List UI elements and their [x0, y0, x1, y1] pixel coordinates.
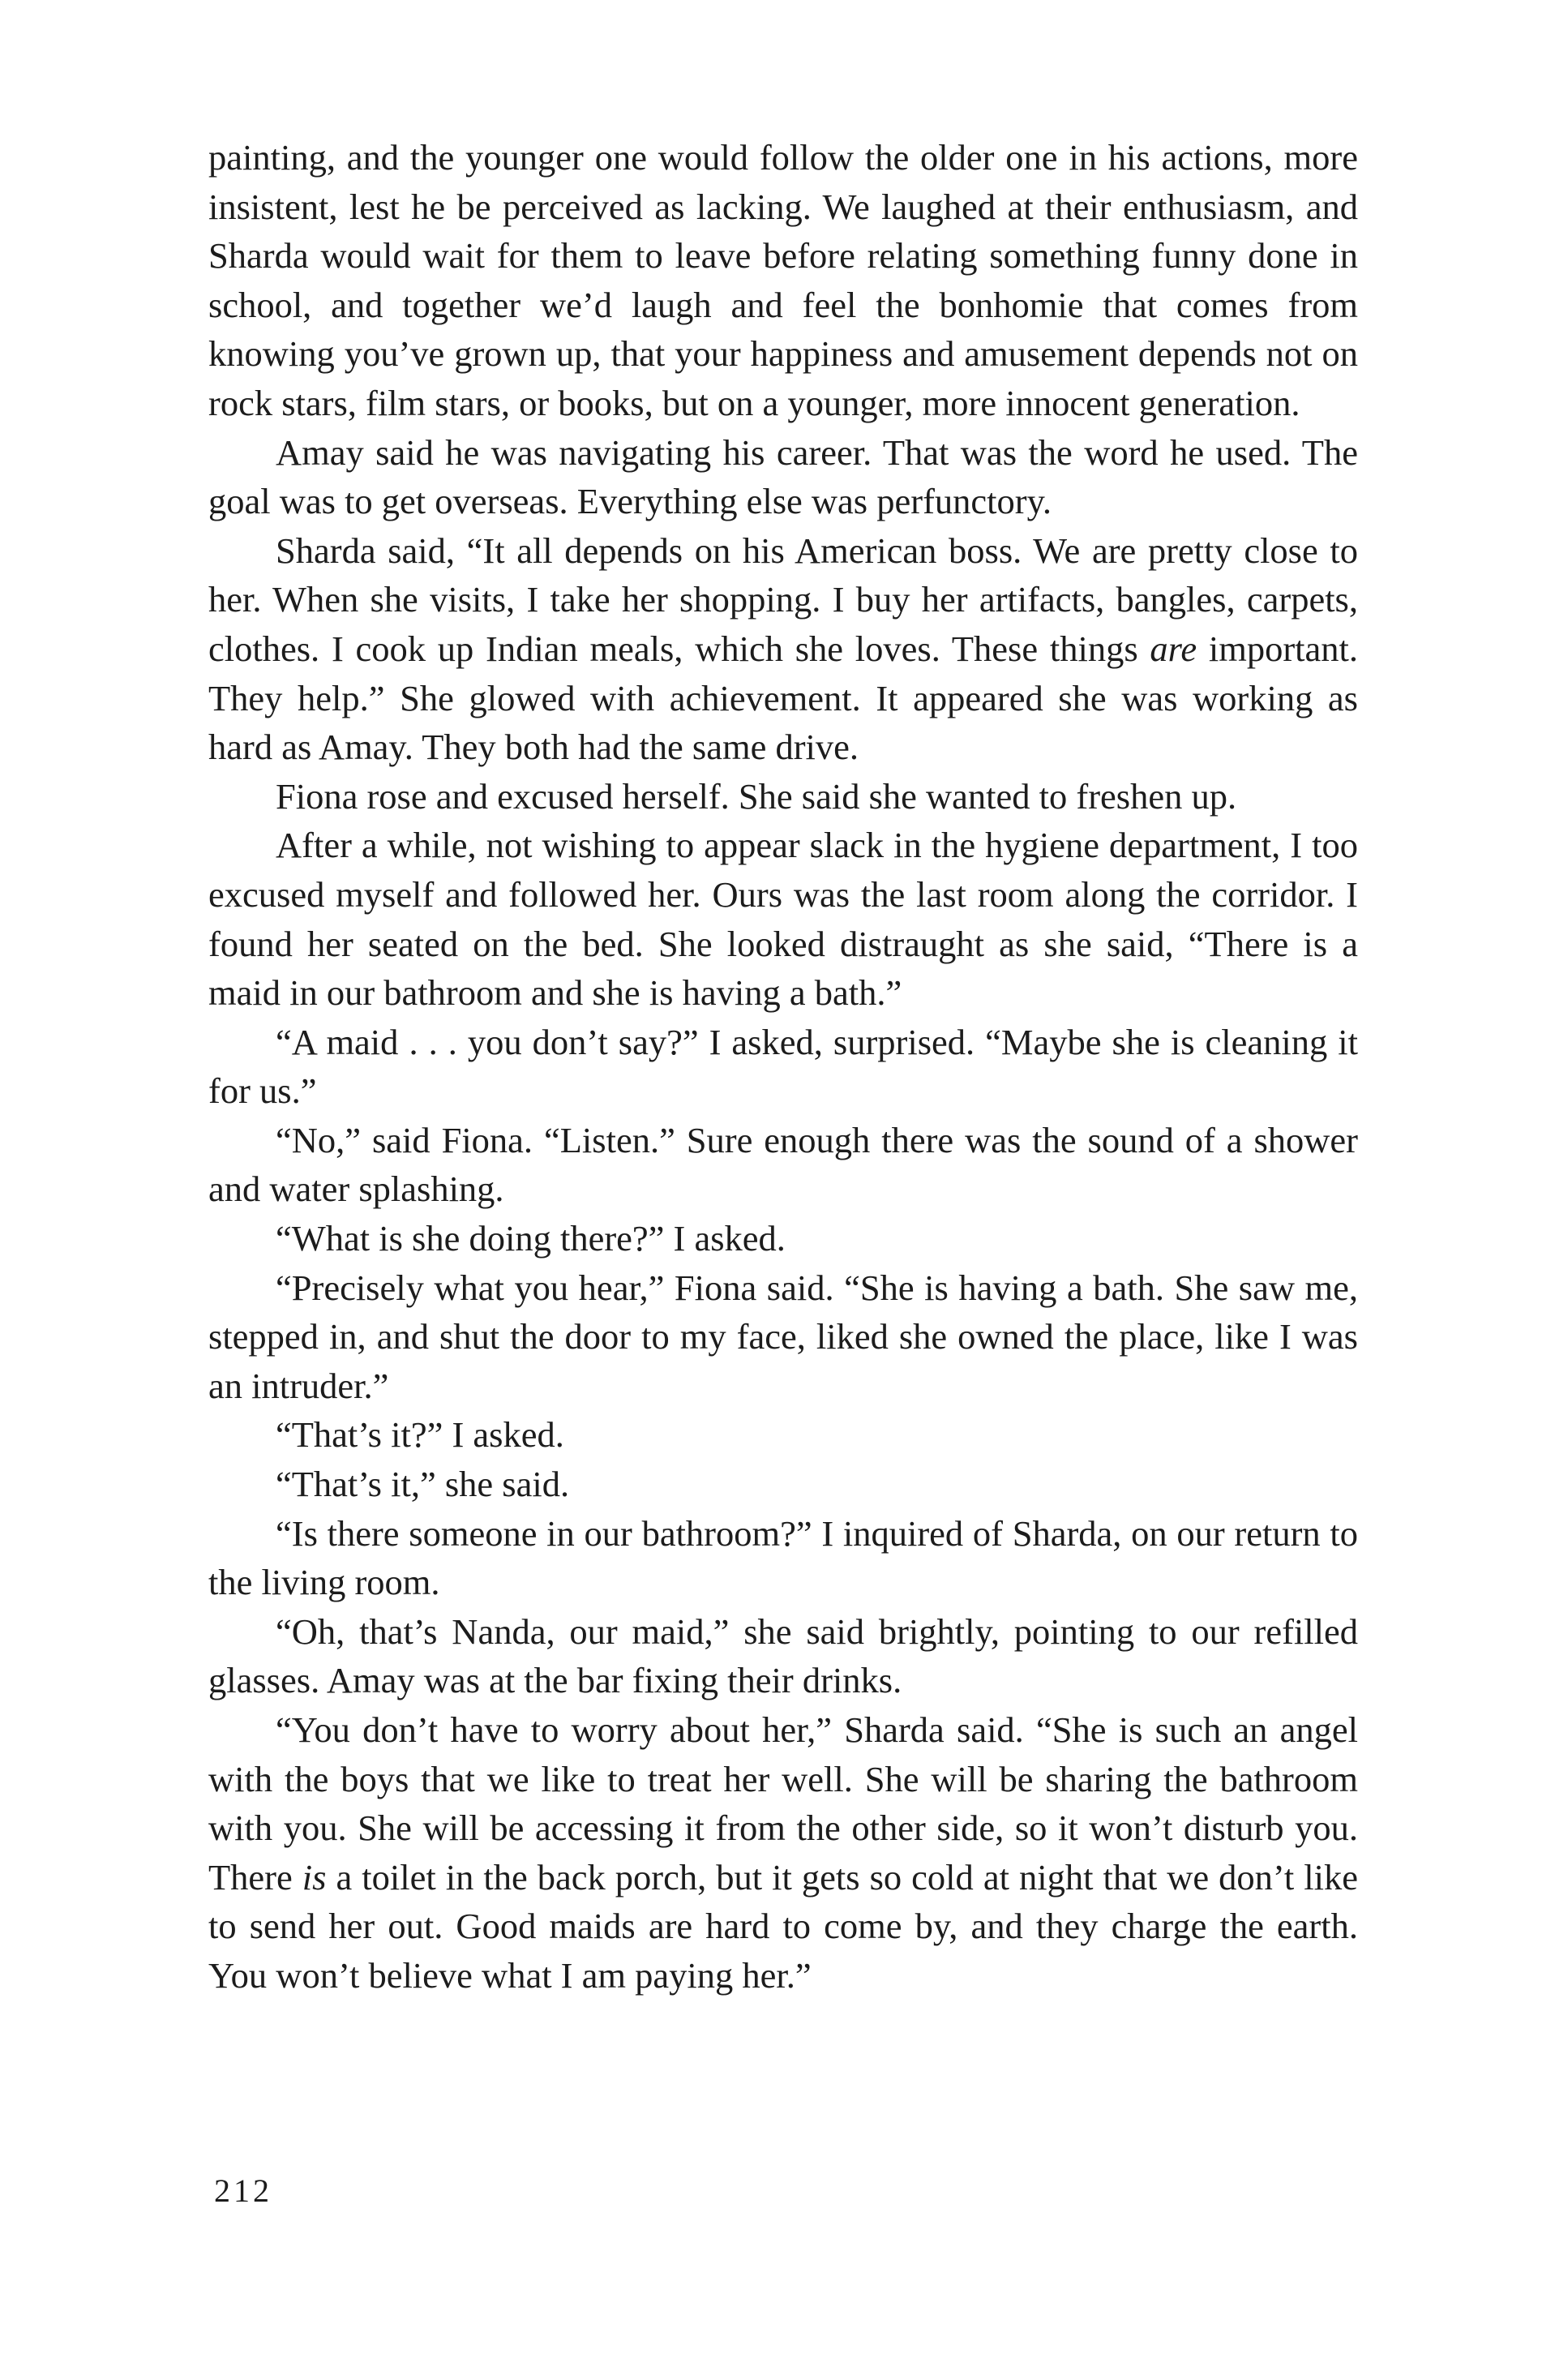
paragraph	[208, 1705, 1358, 2000]
paragraph: “That’s it?” I asked.	[276, 1414, 564, 1456]
paragraph: painting, and the younger one would follow the older one in his actions, more insistent, lest he be perceived as lacking. We laughed at their enthusiasm, and Sharda would wait for them to leave before relating something funny done in school, and together we’d laugh and feel the bonhomie that comes from knowing you’ve grown up, that your happiness and amusement depends not on rock stars, film stars, or books, but on a younger, more innocent generation.	[208, 137, 1358, 423]
paragraph: Amay said he was navigating his career. That was the word he used. The goal was to get overseas. Everything else was perfunctory.	[208, 431, 1358, 522]
paragraph: “Precisely what you hear,” Fiona said. “She is having a bath. She saw me, stepped in, and shut the door to my face, liked she owned the place, like I was an intruder.”	[208, 1267, 1358, 1406]
emphasized-word: are	[1150, 628, 1197, 669]
paragraph: “That’s it,” she said.	[276, 1464, 570, 1505]
paragraph-text: a toilet in the back porch, but it gets so cold at night that we don’t like to send her out. Good maids are hard to come by, and they charge the earth. You won’t believe what I am paying her.”	[208, 1856, 1358, 1996]
emphasized-word: is	[302, 1856, 327, 1898]
paragraph: “Is there someone in our bathroom?” I inquired of Sharda, on our return to the living room.	[208, 1512, 1358, 1603]
paragraph-text: “You don’t have to worry about her,” Sharda said. “She is such an angel with the boys that we like to treat her well. She will be sharing the bathroom with you. She will be accessing it from the other side, so it won’t disturb you. There	[208, 1709, 1358, 1898]
paragraph: Fiona rose and excused herself. She said she wanted to freshen up.	[276, 775, 1237, 817]
paragraph: After a while, not wishing to appear slack in the hygiene department, I too excused myself and followed her. Ours was the last room along the corridor. I found her seated on the bed. She looked distraught as she said, “There is a maid in our bathroom and she is having a bath.”	[208, 825, 1358, 1014]
paragraph: “A maid . . . you don’t say?” I asked, surprised. “Maybe she is cleaning it for us.”	[208, 1021, 1358, 1112]
body-text	[208, 133, 1358, 2000]
paragraph-text: important. They help.” She glowed with achievement. It appeared she was working as hard as Amay. They both had the same drive.	[208, 628, 1358, 768]
paragraph: “Oh, that’s Nanda, our maid,” she said brightly, pointing to our refilled glasses. Amay was at the bar fixing their drinks.	[208, 1610, 1358, 1701]
page-number: 212	[214, 2172, 272, 2209]
paragraph: “No,” said Fiona. “Listen.” Sure enough there was the sound of a shower and water splashing.	[208, 1119, 1358, 1210]
paragraph: “What is she doing there?” I asked.	[276, 1218, 786, 1259]
paragraph	[208, 526, 1358, 772]
paragraph-text: Sharda said, “It all depends on his American boss. We are pretty close to her. When she visits, I take her shopping. I buy her artifacts, bangles, carpets, clothes. I cook up Indian meals, which she loves. These things	[208, 530, 1358, 669]
